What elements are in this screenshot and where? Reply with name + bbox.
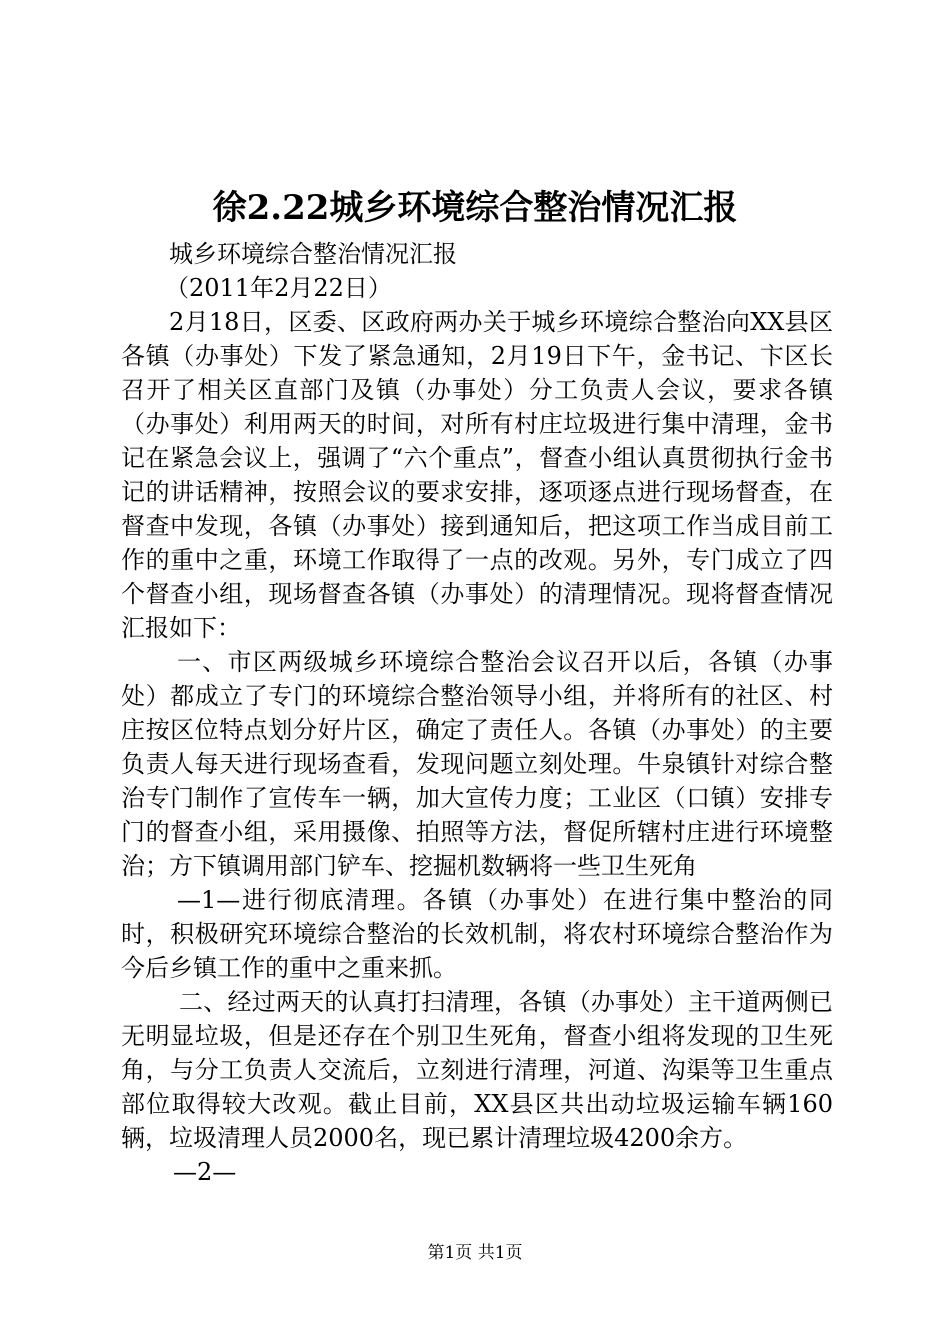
page-marker-two: —2—: [173, 1158, 237, 1186]
paragraph-section-two: 二、经过两天的认真打扫清理，各镇（办事处）主干道两侧已无明显垃圾，但是还存在个别卫生死角，督查小组将发现的卫生死角，与分工负责人交流后，立刻进行清理，河道、沟渠等卫生重点部位取得较大改观。截止目前，XX县区共出动垃圾运输车辆160辆，垃圾清理人员2000名，现已累计清理垃圾4200余方。: [121, 988, 833, 1152]
document-title: 徐2.22城乡环境综合整治情况汇报: [212, 188, 738, 228]
paragraph-section-one: 一、市区两级城乡环境综合整治会议召开以后，各镇（办事处）都成立了专门的环境综合整治领导小组，并将所有的社区、村庄按区位特点划分好片区，确定了责任人。各镇（办事处）的主要负责人每天进行现场查看，发现问题立刻处理。牛泉镇针对综合整治专门制作了宣传车一辆，加大宣传力度；工业区（口镇）安排专门的督查小组，采用摄像、拍照等方法，督促所辖村庄进行环境整治；方下镇调用部门铲车、挖掘机数辆将一些卫生死角: [121, 648, 833, 880]
paragraph-page-one-continuation: —1—进行彻底清理。各镇（办事处）在进行集中整治的同时，积极研究环境综合整治的长效机制，将农村环境综合整治作为今后乡镇工作的重中之重来抓。: [121, 886, 833, 982]
document-subtitle: 城乡环境综合整治情况汇报: [169, 240, 457, 268]
document-body: [121, 237, 833, 1189]
paragraph-intro: 2月18日，区委、区政府两办关于城乡环境综合整治向XX县区各镇（办事处）下发了紧急通知，2月19日下午，金书记、卞区长召开了相关区直部门及镇（办事处）分工负责人会议，要求各镇（办事处）利用两天的时间，对所有村庄垃圾进行集中清理，金书记在紧急会议上，强调了“六个重点”，督查小组认真贯彻执行金书记的讲话精神，按照会议的要求安排，逐项逐点进行现场督查，在督查中发现，各镇（办事处）接到通知后，把这项工作当成目前工作的重中之重，环境工作取得了一点的改观。另外，专门成立了四个督查小组，现场督查各镇（办事处）的清理情况。现将督查情况汇报如下：: [121, 308, 833, 642]
document-date: （2011年2月22日）: [165, 274, 392, 302]
page-footer: 第1页 共1页: [427, 1243, 523, 1263]
